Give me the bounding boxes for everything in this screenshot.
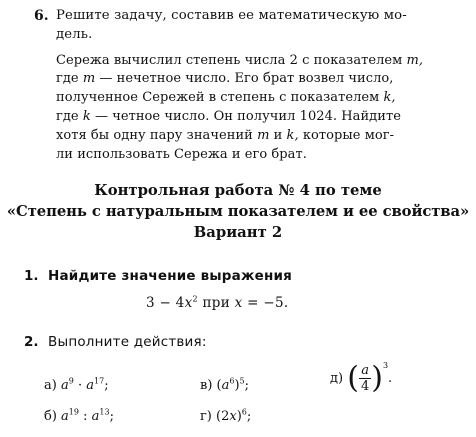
q1-expr-part: при [197,295,235,311]
task-6-text-5c: которые мог- [298,128,395,143]
punctuation: ; [109,409,114,424]
item-a-label: а) [44,378,61,393]
task-6-text-3a: полученное Сережей в степень с показателем [56,90,384,105]
task-6-text-line-2 [56,71,393,86]
task-6-text-1: Сережа вычислил степень числа 2 с показателем [56,53,407,68]
paren: (2 [216,409,230,424]
variant-title: Вариант 2 [193,224,283,241]
q1-number: 1. [24,268,39,284]
fraction-numerator: a [359,363,371,379]
variable-x: x [234,295,243,311]
exponent: 13 [99,407,110,417]
paren: ) [371,360,383,396]
task-6-text-4b: — четное число. Он получил 1024. Найдите [90,109,401,124]
variable-a: a [61,409,69,424]
paren: ( [347,360,359,396]
test-title-line-2: «Степень с натуральным показателем и ее свойства» [6,203,470,220]
exponent: 6 [229,376,235,386]
test-title-line-1: Контрольная работа № 4 по теме [94,182,382,199]
operator: : [78,409,92,424]
variable-k: k [82,109,91,124]
paren: ( [216,378,222,393]
exponent: 17 [94,376,105,386]
variable-m: m, [406,53,424,68]
punctuation: ; [104,378,109,393]
variable-k: k, [286,128,299,143]
q2-item-v [200,378,249,393]
exponent: 5 [239,376,245,386]
task-6-text-4a: где [56,109,83,124]
variable-a: a [86,378,94,393]
variable-x: x [184,295,193,311]
task-6-text-line-6: ли использовать Сережа и его брат. [56,147,307,162]
task-6-prompt-line-1: Решите задачу, составив ее математическую мо- [56,8,407,23]
q1-expr-part: = −5. [242,295,289,311]
paren: ) [234,378,240,393]
punctuation: ; [246,409,252,424]
task-6-text-line-5 [56,128,394,143]
punctuation: ; [244,378,250,393]
q1-expression [146,295,288,311]
variable-k: k, [383,90,396,105]
q2-number: 2. [24,334,39,350]
variable-x: x [229,409,237,424]
variable-a: a [221,378,230,393]
task-6-text-line-4 [56,109,401,124]
paren: ) [236,409,242,424]
q2-item-d [330,360,393,409]
exponent: 3 [382,361,389,370]
q2-item-g [200,409,251,424]
q2-item-a [44,378,109,393]
exponent: 6 [241,407,247,417]
fraction-denominator: 4 [360,379,370,394]
variable-a: a [91,409,100,424]
item-d-label: д) [330,371,348,386]
task-6-text-line-3 [56,90,396,105]
operator: · [73,378,87,393]
task-6-number: 6. [34,8,49,24]
task-6-prompt-line-2: дель. [56,27,93,42]
exponent: 9 [68,376,74,386]
task-6-text-2b: — нечетное число. Его брат возвел число, [95,71,394,86]
q2-text: Выполните действия: [48,334,207,350]
punctuation: . [388,371,393,386]
q1-expr-part: 3 − 4 [146,295,185,311]
task-6-text-2a: где [56,71,83,86]
item-g-label: г) [200,409,217,424]
task-6-text-line-1 [56,53,423,68]
variable-m: m [257,128,270,143]
fraction [359,363,371,394]
item-b-label: б) [44,409,62,424]
variable-a: a [60,378,69,393]
exponent: 19 [68,407,79,417]
task-6-text-5b: и [269,128,287,143]
exponent: 2 [192,294,198,304]
q1-text: Найдите значение выражения [48,268,293,284]
task-6-text-5a: хотя бы одну пару значений [56,128,258,143]
variable-m: m [82,71,96,86]
q2-item-b [44,409,114,424]
item-v-label: в) [200,378,217,393]
